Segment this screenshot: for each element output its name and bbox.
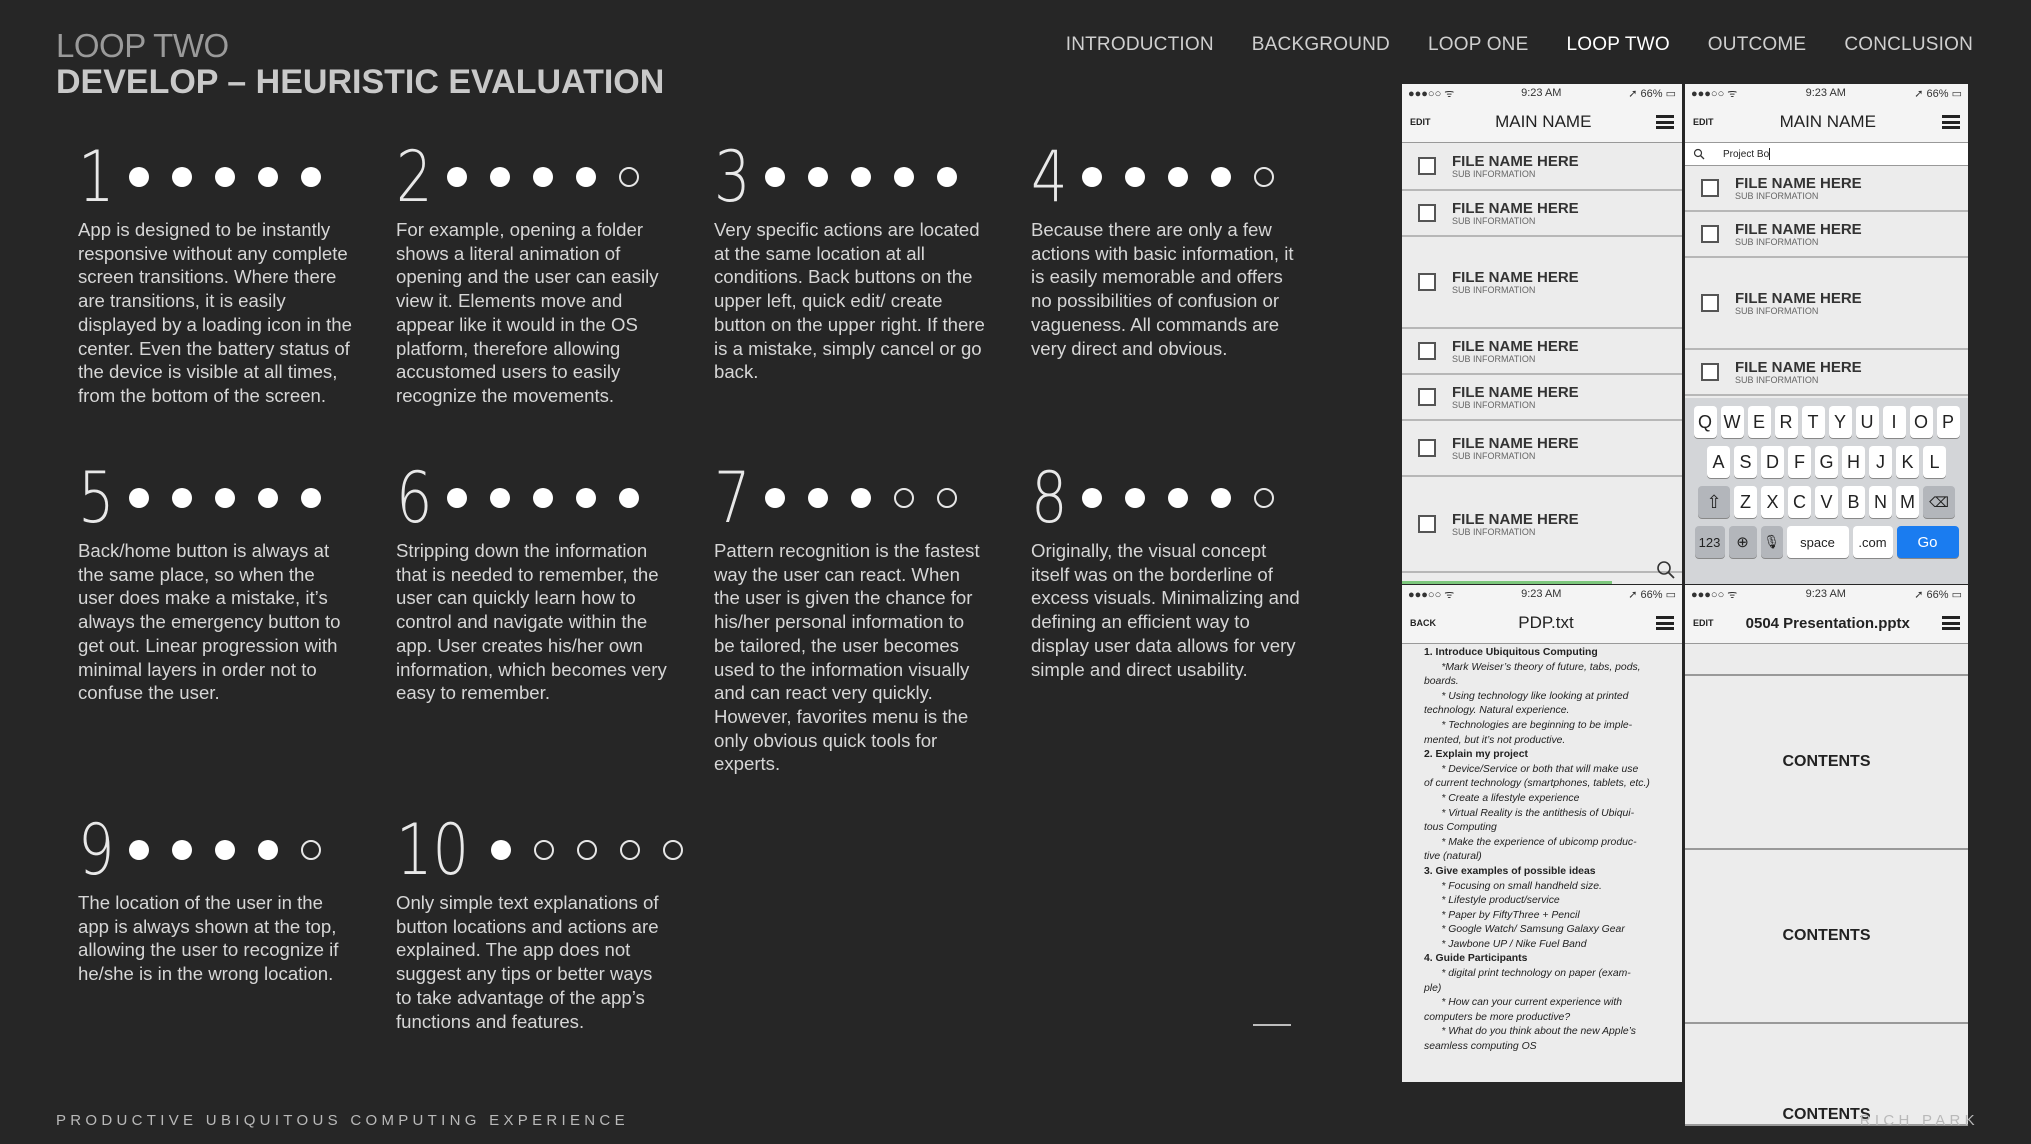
key-d[interactable]: D	[1761, 446, 1784, 478]
heuristic-number: 7	[714, 457, 751, 539]
rating-dots	[491, 840, 706, 860]
rating-dot-filled	[258, 167, 278, 187]
battery-indicator: ➚ 66% ▭	[1628, 588, 1676, 601]
file-row[interactable]	[1685, 212, 1968, 258]
heuristic-description: Back/home button is always at the same place, so when the user does make a mistake, it’s always the emergency button to get out. Linear progression with minimal layers in order not to confuse the user.	[78, 540, 341, 704]
heuristic-item	[78, 136, 353, 408]
letter-keys	[1732, 486, 1921, 518]
section-kicker: LOOP TWO	[56, 27, 229, 64]
top-nav	[1028, 34, 1973, 56]
heuristic-item	[78, 809, 353, 986]
heuristic-number: 9	[78, 809, 115, 891]
document-line: * What do you think about the new Apple’s	[1424, 1026, 1636, 1038]
document-heading: 4. Guide Participants	[1424, 953, 1528, 965]
document-line: * digital print technology on paper (exam-	[1424, 968, 1631, 980]
key-h[interactable]: H	[1842, 446, 1865, 478]
status-time: 9:23 AM	[1805, 588, 1846, 600]
rating-dot-filled	[533, 488, 553, 508]
rating-dot-filled	[576, 167, 596, 187]
rating-dots	[129, 840, 344, 860]
document-line: * Focusing on small handheld size.	[1424, 880, 1602, 892]
key-w[interactable]: W	[1721, 406, 1744, 438]
file-sub-info: SUB INFORMATION	[1452, 168, 1536, 179]
edit-button[interactable]: EDIT	[1410, 117, 1431, 127]
document-line: technology. Natural experience.	[1424, 705, 1570, 717]
file-name: FILE NAME HERE	[1452, 383, 1579, 401]
file-sub-info: SUB INFORMATION	[1735, 374, 1819, 385]
document-line: * Device/Service or both that will make use	[1424, 763, 1639, 775]
slide-list	[1685, 676, 1968, 1126]
rating-dot-filled	[765, 488, 785, 508]
key-r[interactable]: R	[1775, 406, 1798, 438]
rating-dot-filled	[172, 167, 192, 187]
rating-dot-filled	[894, 167, 914, 187]
key-s[interactable]: S	[1734, 446, 1757, 478]
heuristic-header	[396, 457, 671, 539]
key-c[interactable]: C	[1788, 486, 1811, 518]
rating-dot-filled	[619, 488, 639, 508]
keyboard	[1685, 398, 1968, 584]
number-key[interactable]: 123	[1695, 526, 1725, 558]
divider-dash	[1253, 1024, 1291, 1026]
heuristic-description: For example, opening a folder shows a literal animation of opening and the user can easily view it. Elements move and appear like it would in the OS platform, therefore allowing accustomed users to easily recognize the movements.	[396, 219, 659, 406]
nav-item-background[interactable]: BACKGROUND	[1251, 34, 1390, 55]
rating-dots	[1082, 167, 1297, 187]
key-f[interactable]: F	[1788, 446, 1811, 478]
document-line: computers be more productive?	[1424, 1011, 1571, 1023]
slide-block[interactable]: CONTENTS	[1685, 850, 1968, 1024]
edit-button[interactable]: EDIT	[1693, 117, 1714, 127]
search-results	[1685, 166, 1968, 396]
rating-dot-filled	[129, 488, 149, 508]
heuristic-number: 5	[78, 457, 115, 539]
status-bar	[1685, 84, 1968, 102]
rating-dots	[129, 488, 344, 508]
rating-dots	[447, 167, 662, 187]
rating-dot-filled	[808, 167, 828, 187]
text-cursor	[1769, 148, 1770, 160]
rating-dot-filled	[576, 488, 596, 508]
search-bar[interactable]	[1685, 143, 1968, 166]
file-name: FILE NAME HERE	[1452, 152, 1579, 170]
backspace-key[interactable]: ⌫	[1923, 486, 1955, 518]
keyboard-row	[1685, 486, 1968, 518]
file-name: FILE NAME HERE	[1452, 268, 1579, 286]
file-info	[1452, 201, 1579, 226]
rating-dot-filled	[851, 167, 871, 187]
document-line: * How can your current experience with	[1424, 997, 1623, 1009]
document-screen-mockup	[1402, 585, 1682, 1082]
rating-dot-filled	[937, 167, 957, 187]
signal-indicator: ●●●○○ ᯤ	[1408, 588, 1455, 601]
rating-dots	[765, 167, 980, 187]
list-screen-mockup	[1402, 84, 1682, 584]
file-sub-info: SUB INFORMATION	[1452, 450, 1536, 461]
document-line: * Create a lifestyle experience	[1424, 792, 1580, 804]
heuristic-number: 3	[714, 136, 751, 218]
status-bar	[1402, 84, 1682, 102]
heuristic-header	[78, 136, 353, 218]
dotcom-key[interactable]: .com	[1853, 526, 1893, 558]
heuristic-number: 2	[396, 136, 433, 218]
status-bar	[1685, 585, 1968, 603]
key-m[interactable]: M	[1896, 486, 1919, 518]
file-row[interactable]	[1402, 329, 1682, 375]
document-line: * Make the experience of ubicomp produc-	[1424, 836, 1637, 848]
key-u[interactable]: U	[1856, 406, 1879, 438]
rating-dot-empty	[937, 488, 957, 508]
heuristic-number: 1	[78, 136, 115, 218]
key-e[interactable]: E	[1748, 406, 1771, 438]
file-sub-info: SUB INFORMATION	[1735, 190, 1819, 201]
key-p[interactable]: P	[1937, 406, 1960, 438]
keyboard-row	[1685, 526, 1968, 558]
key-o[interactable]: O	[1910, 406, 1933, 438]
rating-dot-filled	[447, 488, 467, 508]
footer-author: RICH PARK	[1859, 1112, 1979, 1129]
heuristic-header	[1031, 457, 1306, 539]
file-row[interactable]	[1402, 375, 1682, 421]
file-row[interactable]	[1402, 477, 1682, 573]
checkbox[interactable]	[1418, 388, 1436, 406]
heuristic-number: 10	[396, 809, 470, 891]
space-key[interactable]: space	[1787, 526, 1849, 558]
checkbox[interactable]	[1418, 273, 1436, 291]
file-row[interactable]	[1685, 258, 1968, 350]
heuristic-item	[1031, 136, 1306, 360]
rating-dot-filled	[1168, 167, 1188, 187]
document-line: * Using technology like looking at printed	[1424, 690, 1629, 702]
progress-bar	[1402, 581, 1612, 584]
file-info	[1735, 176, 1862, 201]
menu-icon[interactable]	[1656, 616, 1674, 630]
rating-dots	[1082, 488, 1297, 508]
status-time: 9:23 AM	[1805, 87, 1846, 99]
heuristic-header	[714, 457, 989, 539]
heuristic-item	[78, 457, 353, 705]
heuristic-item	[714, 136, 989, 384]
rating-dots	[765, 488, 980, 508]
rating-dot-filled	[447, 167, 467, 187]
document-line: tive (natural)	[1424, 851, 1482, 863]
document-line: of current technology (smartphones, tablets, etc.)	[1424, 778, 1650, 790]
signal-indicator: ●●●○○ ᯤ	[1691, 87, 1738, 100]
heuristic-header	[78, 809, 353, 891]
document-line: * Jawbone UP / Nike Fuel Band	[1424, 938, 1587, 950]
rating-dot-filled	[172, 840, 192, 860]
footer-project-name: PRODUCTIVE UBIQUITOUS COMPUTING EXPERIENCE	[56, 1112, 629, 1129]
document-line: * Technologies are beginning to be imple-	[1424, 719, 1633, 731]
key-z[interactable]: Z	[1734, 486, 1757, 518]
rating-dot-empty	[534, 840, 554, 860]
file-name: FILE NAME HERE	[1735, 174, 1862, 192]
back-button[interactable]: BACK	[1410, 618, 1436, 628]
menu-icon[interactable]	[1942, 115, 1960, 129]
rating-dot-empty	[894, 488, 914, 508]
heuristic-description: Very specific actions are located at the same location at all conditions. Back buttons on the upper left, quick edit/ create button on the upper right. If there is a mistake, simply cancel or go back.	[714, 219, 985, 383]
battery-indicator: ➚ 66% ▭	[1914, 588, 1962, 601]
menu-icon[interactable]	[1656, 115, 1674, 129]
heuristic-description: Originally, the visual concept itself was on the borderline of excess visuals. Minimalizing and defining an efficient way to display user data allows for very simple and direct usability.	[1031, 540, 1300, 680]
document-line: mented, but it’s not productive.	[1424, 734, 1566, 746]
file-info	[1452, 339, 1579, 364]
checkbox[interactable]	[1701, 179, 1719, 197]
file-row[interactable]	[1685, 166, 1968, 212]
document-line: *Mark Weiser’s theory of future, tabs, pods,	[1424, 661, 1641, 673]
rating-dot-filled	[1125, 167, 1145, 187]
key-k[interactable]: K	[1896, 446, 1919, 478]
page-title: DEVELOP – HEURISTIC EVALUATION	[56, 63, 665, 101]
document-line: * Google Watch/ Samsung Galaxy Gear	[1424, 924, 1625, 936]
search-icon[interactable]	[1656, 560, 1676, 580]
go-key[interactable]: Go	[1897, 526, 1959, 558]
nav-item-loop-two[interactable]: LOOP TWO	[1566, 34, 1670, 55]
document-line: boards.	[1424, 676, 1459, 688]
keyboard-row	[1685, 446, 1968, 478]
key-q[interactable]: Q	[1694, 406, 1717, 438]
rating-dot-filled	[1211, 488, 1231, 508]
heuristic-description: Stripping down the information that is needed to remember, the user can quickly learn how to control and navigate within the app. User creates his/her own information, which becomes very easy to remember.	[396, 540, 667, 704]
file-name: FILE NAME HERE	[1452, 337, 1579, 355]
file-row[interactable]	[1402, 421, 1682, 477]
file-sub-info: SUB INFORMATION	[1735, 305, 1819, 316]
menu-icon[interactable]	[1942, 616, 1960, 630]
file-sub-info: SUB INFORMATION	[1452, 284, 1536, 295]
battery-indicator: ➚ 66% ▭	[1914, 87, 1962, 100]
screen-title: MAIN NAME	[1495, 112, 1592, 131]
file-info	[1452, 154, 1579, 179]
rating-dot-empty	[301, 840, 321, 860]
status-time: 9:23 AM	[1521, 588, 1562, 600]
file-name: FILE NAME HERE	[1452, 434, 1579, 452]
slide-block[interactable]: CONTENTS	[1685, 1024, 1968, 1126]
slide-block[interactable]: CONTENTS	[1685, 676, 1968, 850]
rating-dot-filled	[490, 167, 510, 187]
key-i[interactable]: I	[1883, 406, 1906, 438]
key-l[interactable]: L	[1923, 446, 1946, 478]
rating-dot-filled	[1168, 488, 1188, 508]
battery-indicator: ➚ 66% ▭	[1628, 87, 1676, 100]
rating-dots	[129, 167, 344, 187]
checkbox[interactable]	[1701, 363, 1719, 381]
search-screen-mockup	[1685, 84, 1968, 584]
file-sub-info: SUB INFORMATION	[1735, 236, 1819, 247]
screen-title: PDP.txt	[1518, 613, 1574, 632]
heuristic-description: Pattern recognition is the fastest way the user can react. When the user is given the chance for his/her personal information to be tailored, the user becomes used to the information visually and can react very quickly. However, favorites menu is the only obvious quick tools for experts.	[714, 540, 980, 775]
document-line: * Lifestyle product/service	[1424, 895, 1560, 907]
file-sub-info: SUB INFORMATION	[1452, 526, 1536, 537]
rating-dot-filled	[1082, 167, 1102, 187]
search-icon	[1693, 148, 1705, 160]
document-heading: 2. Explain my project	[1424, 749, 1528, 761]
rating-dot-filled	[215, 488, 235, 508]
heuristic-item	[396, 809, 671, 1033]
screen-title: 0504 Presentation.pptx	[1745, 614, 1910, 632]
file-info	[1452, 436, 1579, 461]
rating-dot-filled	[491, 840, 511, 860]
rating-dot-filled	[301, 167, 321, 187]
key-x[interactable]: X	[1761, 486, 1784, 518]
file-name: FILE NAME HERE	[1735, 289, 1862, 307]
rating-dot-filled	[851, 488, 871, 508]
file-row[interactable]	[1685, 350, 1968, 396]
file-row[interactable]	[1402, 237, 1682, 329]
screen-title: MAIN NAME	[1779, 112, 1876, 131]
rating-dot-filled	[301, 488, 321, 508]
document-line: * Virtual Reality is the antithesis of Ubiqui-	[1424, 807, 1635, 819]
rating-dot-empty	[1254, 488, 1274, 508]
document-heading: 1. Introduce Ubiquitous Computing	[1424, 647, 1598, 658]
file-info	[1452, 270, 1579, 295]
nav-item-loop-one[interactable]: LOOP ONE	[1427, 34, 1529, 55]
checkbox[interactable]	[1701, 225, 1719, 243]
checkbox[interactable]	[1418, 342, 1436, 360]
heuristic-number: 4	[1031, 136, 1068, 218]
keyboard-row	[1685, 406, 1968, 438]
rating-dot-empty	[663, 840, 683, 860]
file-sub-info: SUB INFORMATION	[1452, 353, 1536, 364]
key-g[interactable]: G	[1815, 446, 1838, 478]
heuristic-item	[714, 457, 989, 776]
file-name: FILE NAME HERE	[1735, 358, 1862, 376]
checkbox[interactable]	[1418, 439, 1436, 457]
file-info	[1452, 512, 1579, 537]
globe-icon[interactable]: ⊕	[1729, 526, 1757, 558]
checkbox[interactable]	[1418, 515, 1436, 533]
key-t[interactable]: T	[1802, 406, 1825, 438]
key-y[interactable]: Y	[1829, 406, 1852, 438]
search-input[interactable]: Project Bo	[1723, 148, 1770, 160]
nav-item-outcome[interactable]: OUTCOME	[1707, 34, 1807, 55]
rating-dot-filled	[1082, 488, 1102, 508]
status-bar	[1402, 585, 1682, 603]
heuristic-header	[714, 136, 989, 218]
edit-button[interactable]: EDIT	[1693, 618, 1714, 628]
file-row[interactable]	[1402, 191, 1682, 237]
file-info	[1735, 360, 1862, 385]
shift-key[interactable]: ⇧	[1698, 486, 1730, 518]
checkbox[interactable]	[1701, 294, 1719, 312]
rating-dot-filled	[258, 840, 278, 860]
heuristic-header	[396, 809, 671, 891]
file-info	[1452, 385, 1579, 410]
rating-dot-filled	[765, 167, 785, 187]
checkbox[interactable]	[1418, 204, 1436, 222]
document-line: tous Computing	[1424, 822, 1497, 834]
heuristic-item	[396, 457, 671, 705]
nav-item-conclusion[interactable]: CONCLUSION	[1844, 34, 1973, 55]
nav-bar	[1685, 102, 1968, 143]
heuristic-item	[1031, 457, 1306, 681]
document-heading: 3. Give examples of possible ideas	[1424, 865, 1596, 877]
heuristic-description: Only simple text explanations of button locations and actions are explained. The app does not suggest any tips or better ways to take advantage of the app’s functions and features.	[396, 892, 659, 1032]
rating-dots	[447, 488, 662, 508]
heuristic-header	[1031, 136, 1306, 218]
rating-dot-empty	[619, 167, 639, 187]
heuristic-header	[396, 136, 671, 218]
heuristic-header	[78, 457, 353, 539]
heuristic-description: Because there are only a few actions with basic information, it is easily memorable and offers no possibilities of confusion or vagueness. All commands are very direct and obvious.	[1031, 219, 1294, 359]
file-list	[1402, 143, 1682, 573]
key-a[interactable]: A	[1707, 446, 1730, 478]
heuristic-item	[396, 136, 671, 408]
rating-dot-filled	[808, 488, 828, 508]
document-line: * Paper by FiftyThree + Pencil	[1424, 909, 1580, 921]
key-b[interactable]: B	[1842, 486, 1865, 518]
rating-dot-filled	[215, 167, 235, 187]
heuristic-number: 8	[1031, 457, 1068, 539]
heuristic-description: App is designed to be instantly responsive without any complete screen transitions. Where there are transitions, it is easily displayed by a loading icon in the center. Even the battery status of the device is visible at all times, from the bottom of the screen.	[78, 219, 352, 406]
rating-dot-filled	[129, 167, 149, 187]
heuristic-number: 6	[396, 457, 433, 539]
nav-bar	[1685, 603, 1968, 644]
rating-dot-empty	[1254, 167, 1274, 187]
rating-dot-filled	[490, 488, 510, 508]
nav-bar	[1402, 603, 1682, 644]
file-sub-info: SUB INFORMATION	[1452, 215, 1536, 226]
document-line: seamless computing OS	[1424, 1041, 1537, 1053]
microphone-icon[interactable]: 🎙	[1761, 526, 1783, 558]
key-n[interactable]: N	[1869, 486, 1892, 518]
key-v[interactable]: V	[1815, 486, 1838, 518]
nav-bar	[1402, 102, 1682, 143]
file-name: FILE NAME HERE	[1452, 510, 1579, 528]
rating-dot-filled	[215, 840, 235, 860]
nav-item-introduction[interactable]: INTRODUCTION	[1065, 34, 1214, 55]
file-info	[1735, 222, 1862, 247]
checkbox[interactable]	[1418, 157, 1436, 175]
rating-dot-filled	[172, 488, 192, 508]
rating-dot-filled	[258, 488, 278, 508]
slide-gap	[1685, 644, 1968, 676]
signal-indicator: ●●●○○ ᯤ	[1691, 588, 1738, 601]
file-row[interactable]	[1402, 143, 1682, 191]
document-body	[1402, 644, 1682, 1055]
rating-dot-filled	[1211, 167, 1231, 187]
rating-dot-empty	[577, 840, 597, 860]
heuristic-description: The location of the user in the app is always shown at the top, allowing the user to recognize if he/she is in the wrong location.	[78, 892, 339, 985]
file-sub-info: SUB INFORMATION	[1452, 399, 1536, 410]
file-info	[1735, 291, 1862, 316]
document-line: ple)	[1424, 982, 1442, 994]
signal-indicator: ●●●○○ ᯤ	[1408, 87, 1455, 100]
file-name: FILE NAME HERE	[1735, 220, 1862, 238]
status-time: 9:23 AM	[1521, 87, 1562, 99]
key-j[interactable]: J	[1869, 446, 1892, 478]
rating-dot-empty	[620, 840, 640, 860]
rating-dot-filled	[129, 840, 149, 860]
rating-dot-filled	[1125, 488, 1145, 508]
rating-dot-filled	[533, 167, 553, 187]
file-name: FILE NAME HERE	[1452, 199, 1579, 217]
